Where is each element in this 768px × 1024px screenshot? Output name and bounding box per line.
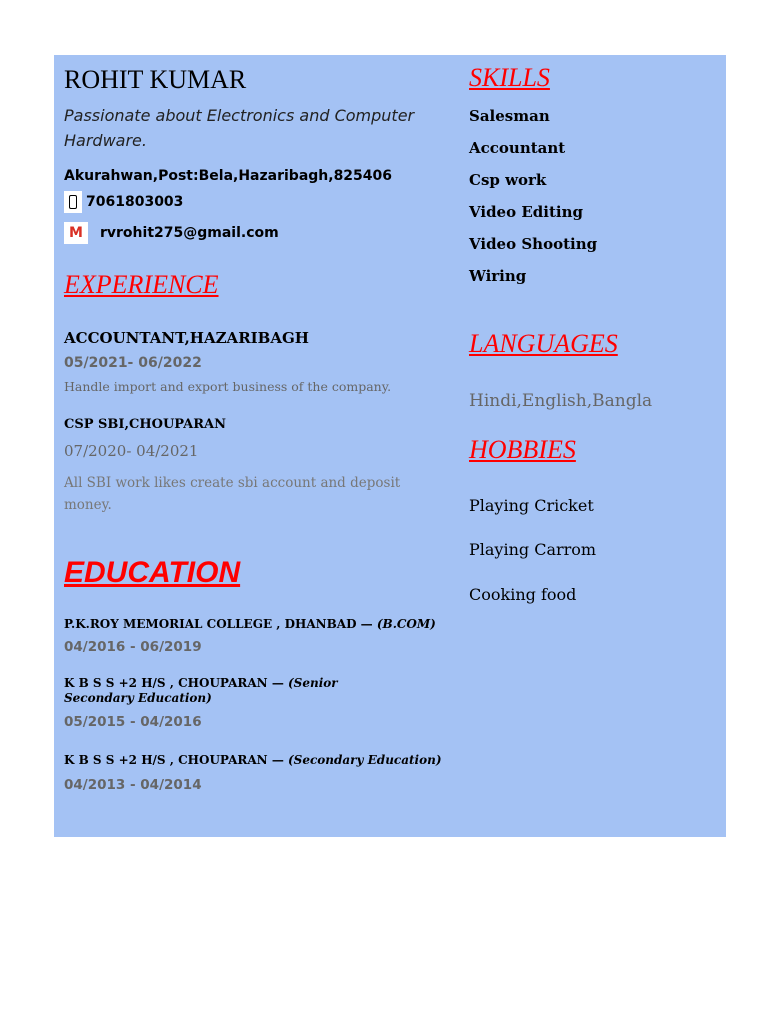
education-entry [64, 753, 442, 767]
tagline: Passionate about Electronics and Computer Hardware. [64, 106, 415, 150]
experience-dates: 05/2021- 06/2022 [64, 355, 202, 371]
experience-role: ACCOUNTANT,HAZARIBAGH [64, 329, 309, 347]
gmail-icon: M [64, 222, 88, 244]
person-name: ROHIT KUMAR [64, 65, 247, 94]
education-dates: 05/2015 - 04/2016 [64, 714, 202, 730]
phone-icon [64, 191, 82, 213]
skills-heading: SKILLS [469, 63, 550, 92]
education-degree: (Secondary Education) [288, 753, 442, 767]
education-school: P.K.ROY MEMORIAL COLLEGE , DHANBAD — [64, 617, 377, 631]
education-school: K B S S +2 H/S , CHOUPARAN — [64, 753, 288, 767]
skill-item: Accountant [469, 139, 566, 157]
experience-dates: 07/2020- 04/2021 [64, 442, 199, 460]
education-heading: EDUCATION [64, 556, 241, 589]
skill-item: Wiring [469, 267, 527, 285]
phone-row [64, 191, 183, 213]
languages-list: Hindi,English,Bangla [469, 391, 653, 411]
education-entry [64, 676, 404, 706]
education-degree: (B.COM) [376, 617, 436, 631]
experience-role: CSP SBI,CHOUPARAN [64, 417, 226, 432]
address: Akurahwan,Post:Bela,Hazaribagh,825406 [64, 168, 393, 184]
education-school: K B S S +2 H/S , CHOUPARAN — [64, 676, 288, 690]
email-row [64, 222, 279, 244]
hobby-item: Playing Cricket [469, 496, 594, 515]
experience-description: All SBI work likes create sbi account and deposit money. [64, 475, 401, 513]
education-dates: 04/2013 - 04/2014 [64, 777, 202, 793]
skill-item: Video Editing [469, 203, 583, 221]
hobbies-heading: HOBBIES [469, 435, 576, 464]
experience-description: Handle import and export business of the company. [64, 379, 392, 394]
email-address[interactable]: rvrohit275@gmail.com [100, 225, 279, 241]
resume-panel [54, 55, 726, 837]
skill-item: Video Shooting [469, 235, 598, 253]
phone-number: 7061803003 [86, 194, 184, 210]
languages-heading: LANGUAGES [469, 329, 618, 358]
education-dates: 04/2016 - 06/2019 [64, 639, 202, 655]
skill-item: Csp work [469, 171, 547, 189]
experience-heading: EXPERIENCE [64, 270, 219, 299]
education-entry [64, 617, 436, 631]
skill-item: Salesman [469, 107, 550, 125]
education-degree: (Senior Secondary Education) [64, 676, 338, 705]
hobby-item: Cooking food [469, 585, 577, 604]
hobby-item: Playing Carrom [469, 540, 597, 559]
